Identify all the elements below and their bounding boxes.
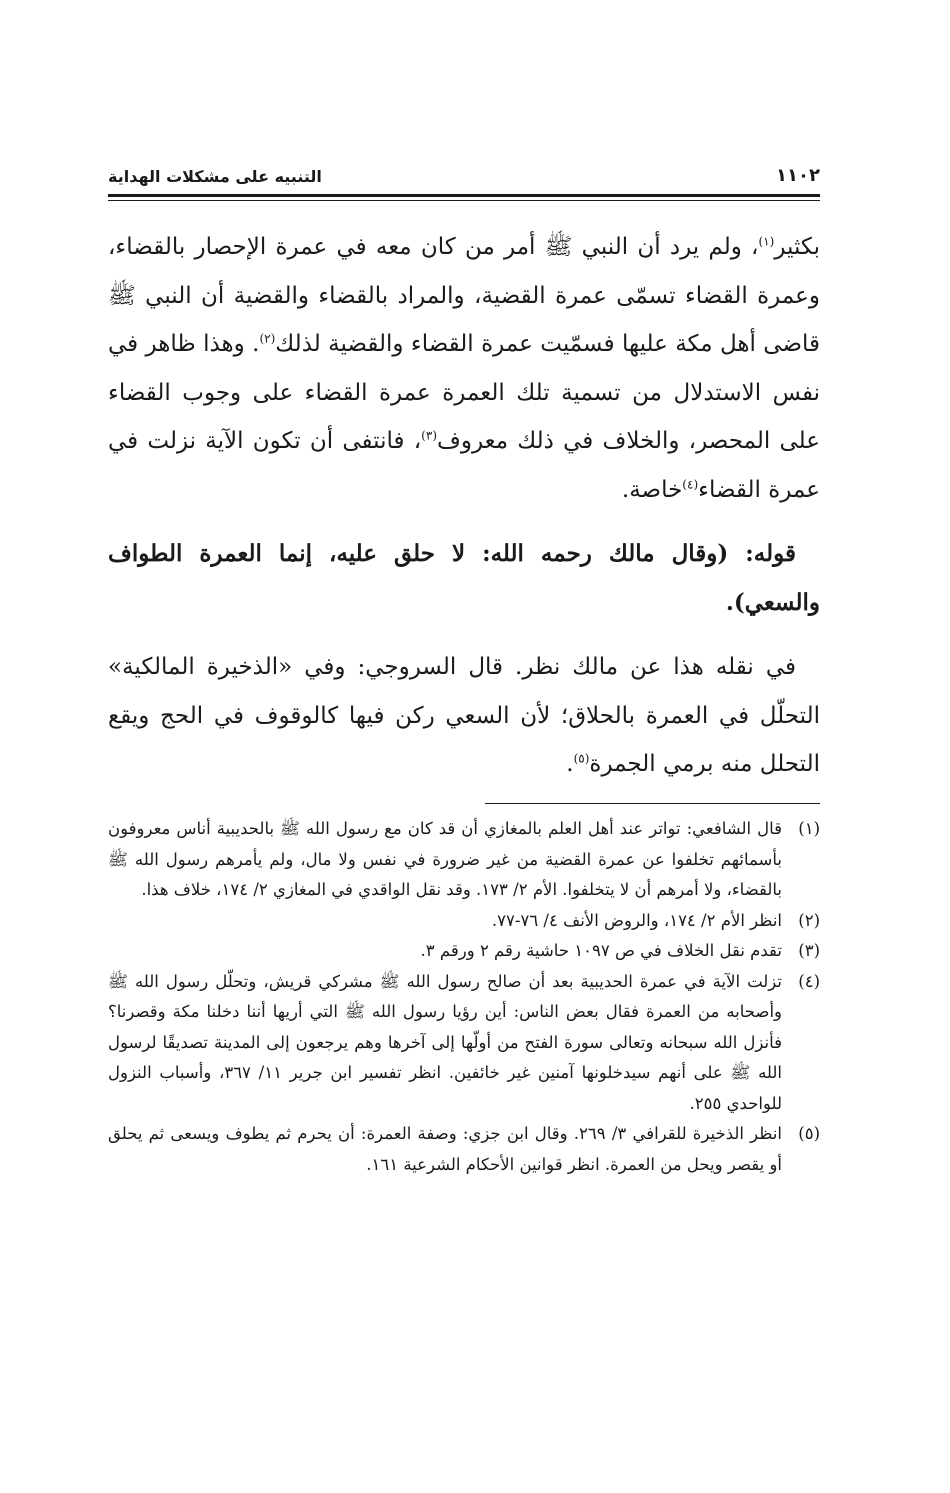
footnote-1 xyxy=(108,814,820,906)
paragraph-spacer xyxy=(108,514,820,530)
header-rule-thin xyxy=(108,200,820,201)
p3-seg2: . xyxy=(566,751,574,777)
p1-seg3: . وهذا ظاهر في نفس الاستدلال من تسمية تلك العمرة عمرة القضاء على وجوب القضاء على المحصر، والخلاف في ذلك معروف xyxy=(108,331,821,454)
footnote-number: (١) xyxy=(798,819,820,838)
paragraph-2-quote: قوله: (وقال مالك رحمه الله: لا حلق عليه، إنما العمرة الطواف والسعي). xyxy=(108,540,820,616)
running-header xyxy=(108,150,820,186)
p3-seg1: في نقله هذا عن مالك نظر. قال السروجي: وفي «الذخيرة المالكية» التحلّل في العمرة بالحلاق؛ لأن السعي ركن فيها كالوقوف في الحج ويقع التحلل منه برمي الجمرة xyxy=(108,654,820,777)
footnote-ref-2[interactable]: (٢) xyxy=(259,331,276,346)
paragraph-1 xyxy=(108,223,820,514)
footnote-number: (٣) xyxy=(798,941,820,960)
footnote-text: تقدم نقل الخلاف في ص ١٠٩٧ حاشية رقم ٢ ورقم ٣. xyxy=(420,941,782,960)
footnote-text: قال الشافعي: تواتر عند أهل العلم بالمغازي أن قد كان مع رسول الله ﷺ بالحديبية أناس معروفون بأسمائهم تخلفوا عن عمرة القضية من غير ضرورة في نفس ولا مال، ولم يأمرهم رسول الله ﷺ بالقضاء، ولا أمرهم أن لا يتخلفوا. الأم ٢/ ١٧٣. وقد نقل الواقدي في المغازي ٢/ ١٧٤، خلاف هذا. xyxy=(108,819,782,899)
footnote-5 xyxy=(108,1119,820,1180)
book-title: التنبيه على مشكلات الهداية xyxy=(108,167,322,186)
p1-seg4: ، فانتفى أن تكون الآية نزلت في عمرة القضاء xyxy=(108,428,820,503)
footnote-ref-5[interactable]: (٥) xyxy=(573,751,590,766)
footnote-separator xyxy=(485,803,820,805)
footnote-number: (٢) xyxy=(798,910,820,930)
main-text xyxy=(108,223,820,789)
footnote-text: انظر الذخيرة للقرافي ٣/ ٢٦٩. وقال ابن جزي: وصفة العمرة: أن يحرم ثم يطوف ويسعى ثم يحلق أو يقصر ويحل من العمرة. انظر قوانين الأحكام الشرعية ١٦١. xyxy=(108,1124,782,1174)
footnote-ref-3[interactable]: (٣) xyxy=(421,428,437,443)
footnote-text: تزلت الآية في عمرة الحديبية بعد أن صالح رسول الله ﷺ مشركي قريش، وتحلّل رسول الله ﷺ وأصحابه من العمرة فقال بعض الناس: أين رؤيا رسول الله ﷺ التي أريها أننا دخلنا مكة وقصرنا؟ فأنزل الله سبحانه وتعالى سورة الفتح من أولّها إلى آخرها وهم يرجعون إلى المدينة تصديقًا لرسول الله ﷺ على أنهم سيدخلونها آمنين غير خائفين. انظر تفسير ابن جرير ١١/ ٣٦٧، وأسباب النزول للواحدي ٢٥٥. xyxy=(108,971,782,1113)
footnote-ref-4[interactable]: (٤) xyxy=(682,476,699,491)
header-rule-thick xyxy=(108,194,820,197)
book-page xyxy=(108,150,820,1180)
footnote-ref-1[interactable]: (١) xyxy=(758,234,775,249)
p1-seg2: ، ولم يرد أن النبي ﷺ أمر من كان معه في عمرة الإحصار بالقضاء، وعمرة القضاء تسمّى عمرة القضية، والمراد بالقضاء والقضية أن النبي ﷺ قاضى أهل مكة عليها فسمّيت عمرة القضاء والقضية لذلك xyxy=(108,234,820,357)
p1-seg5: خاصة. xyxy=(621,476,683,503)
paragraph-spacer xyxy=(108,627,820,643)
footnote-3 xyxy=(108,936,820,967)
paragraph-3 xyxy=(108,643,820,789)
page-number: ١١٠٢ xyxy=(776,165,820,186)
p1-seg1: بكثير xyxy=(774,234,820,260)
footnote-4 xyxy=(108,967,820,1120)
footnotes xyxy=(108,814,820,1180)
footnote-text: انظر الأم ٢/ ١٧٤، والروض الأنف ٤/ ٧٦-٧٧. xyxy=(491,910,782,930)
footnote-number: (٤) xyxy=(798,971,820,991)
footnote-number: (٥) xyxy=(798,1124,820,1143)
footnote-2 xyxy=(108,906,820,937)
